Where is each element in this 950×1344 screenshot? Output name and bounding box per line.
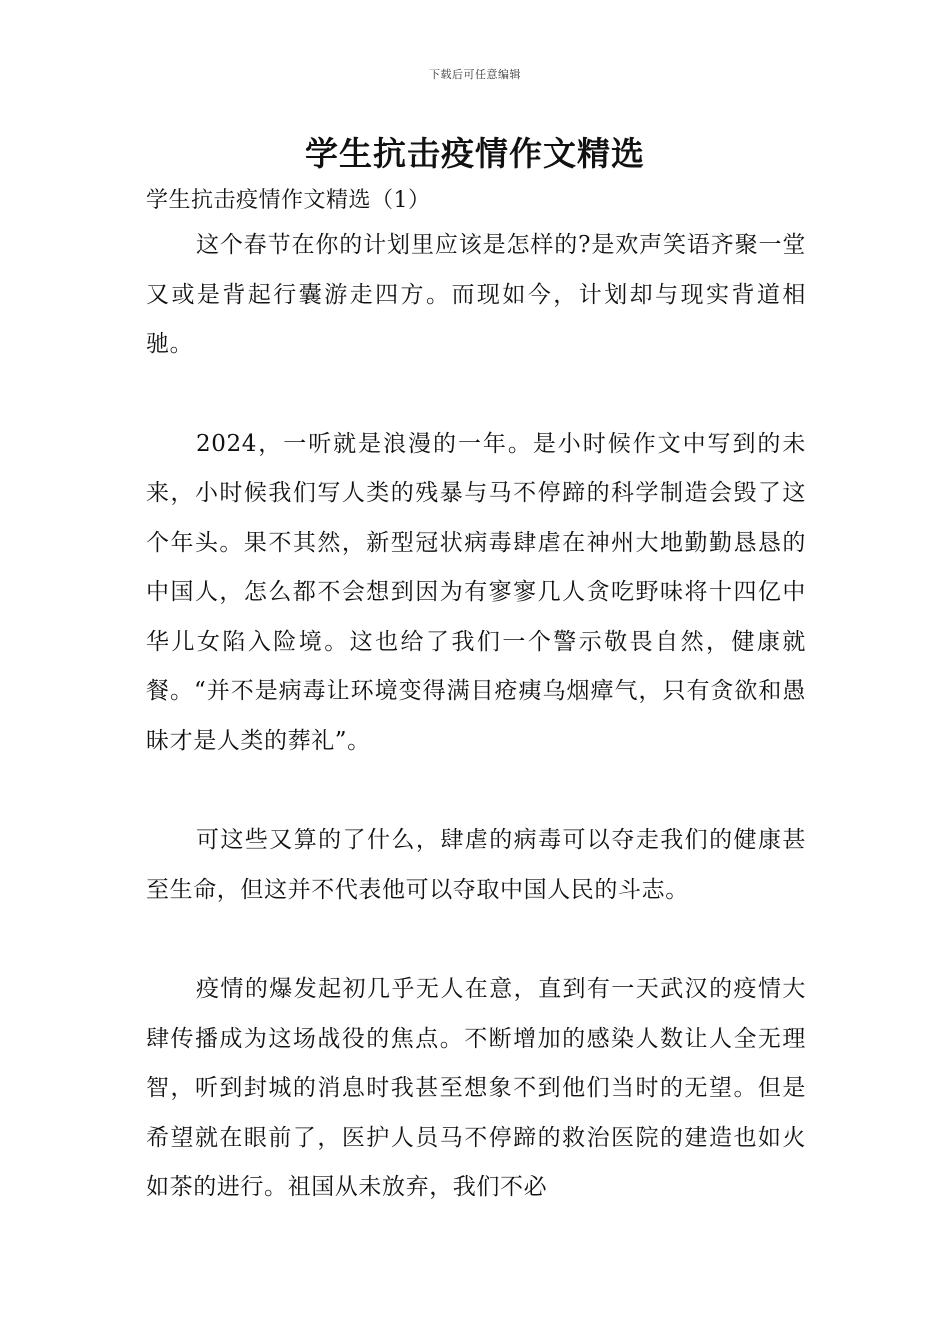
document-title: 学生抗击疫情作文精选 bbox=[305, 134, 645, 173]
header-note: 下载后可任意编辑 bbox=[429, 68, 521, 81]
document-body bbox=[146, 181, 806, 1263]
paragraph: 2024，一听就是浪漫的一年。是小时候作文中写到的未来，小时候我们写人类的残暴与马不停蹄的科学制造会毁了这个年头。果不其然，新型冠状病毒肆虐在神州大地勤勤恳恳的中国人，怎么都不会想到因为有寥寥几人贪吃野味将十四亿中华儿女陷入险境。这也给了我们一个警示敬畏自然，健康就餐。“并不是病毒让环境变得满目疮痍乌烟瘴气，只有贪欲和愚昧才是人类的葬礼”。 bbox=[146, 430, 806, 754]
section-heading: 学生抗击疫情作文精选（1） bbox=[146, 188, 431, 213]
paragraph: 可这些又算的了什么，肆虐的病毒可以夺走我们的健康甚至生命，但这并不代表他可以夺取中国人民的斗志。 bbox=[146, 827, 806, 903]
paragraph: 这个春节在你的计划里应该是怎样的?是欢声笑语齐聚一堂又或是背起行囊游走四方。而现如今，计划却与现实背道相驰。 bbox=[146, 232, 806, 357]
paragraph: 疫情的爆发起初几乎无人在意，直到有一天武汉的疫情大肆传播成为这场战役的焦点。不断增加的感染人数让人全无理智，听到封城的消息时我甚至想象不到他们当时的无望。但是希望就在眼前了，医护人员马不停蹄的救治医院的建造也如火如茶的进行。祖国从未放弃，我们不必 bbox=[146, 976, 806, 1200]
